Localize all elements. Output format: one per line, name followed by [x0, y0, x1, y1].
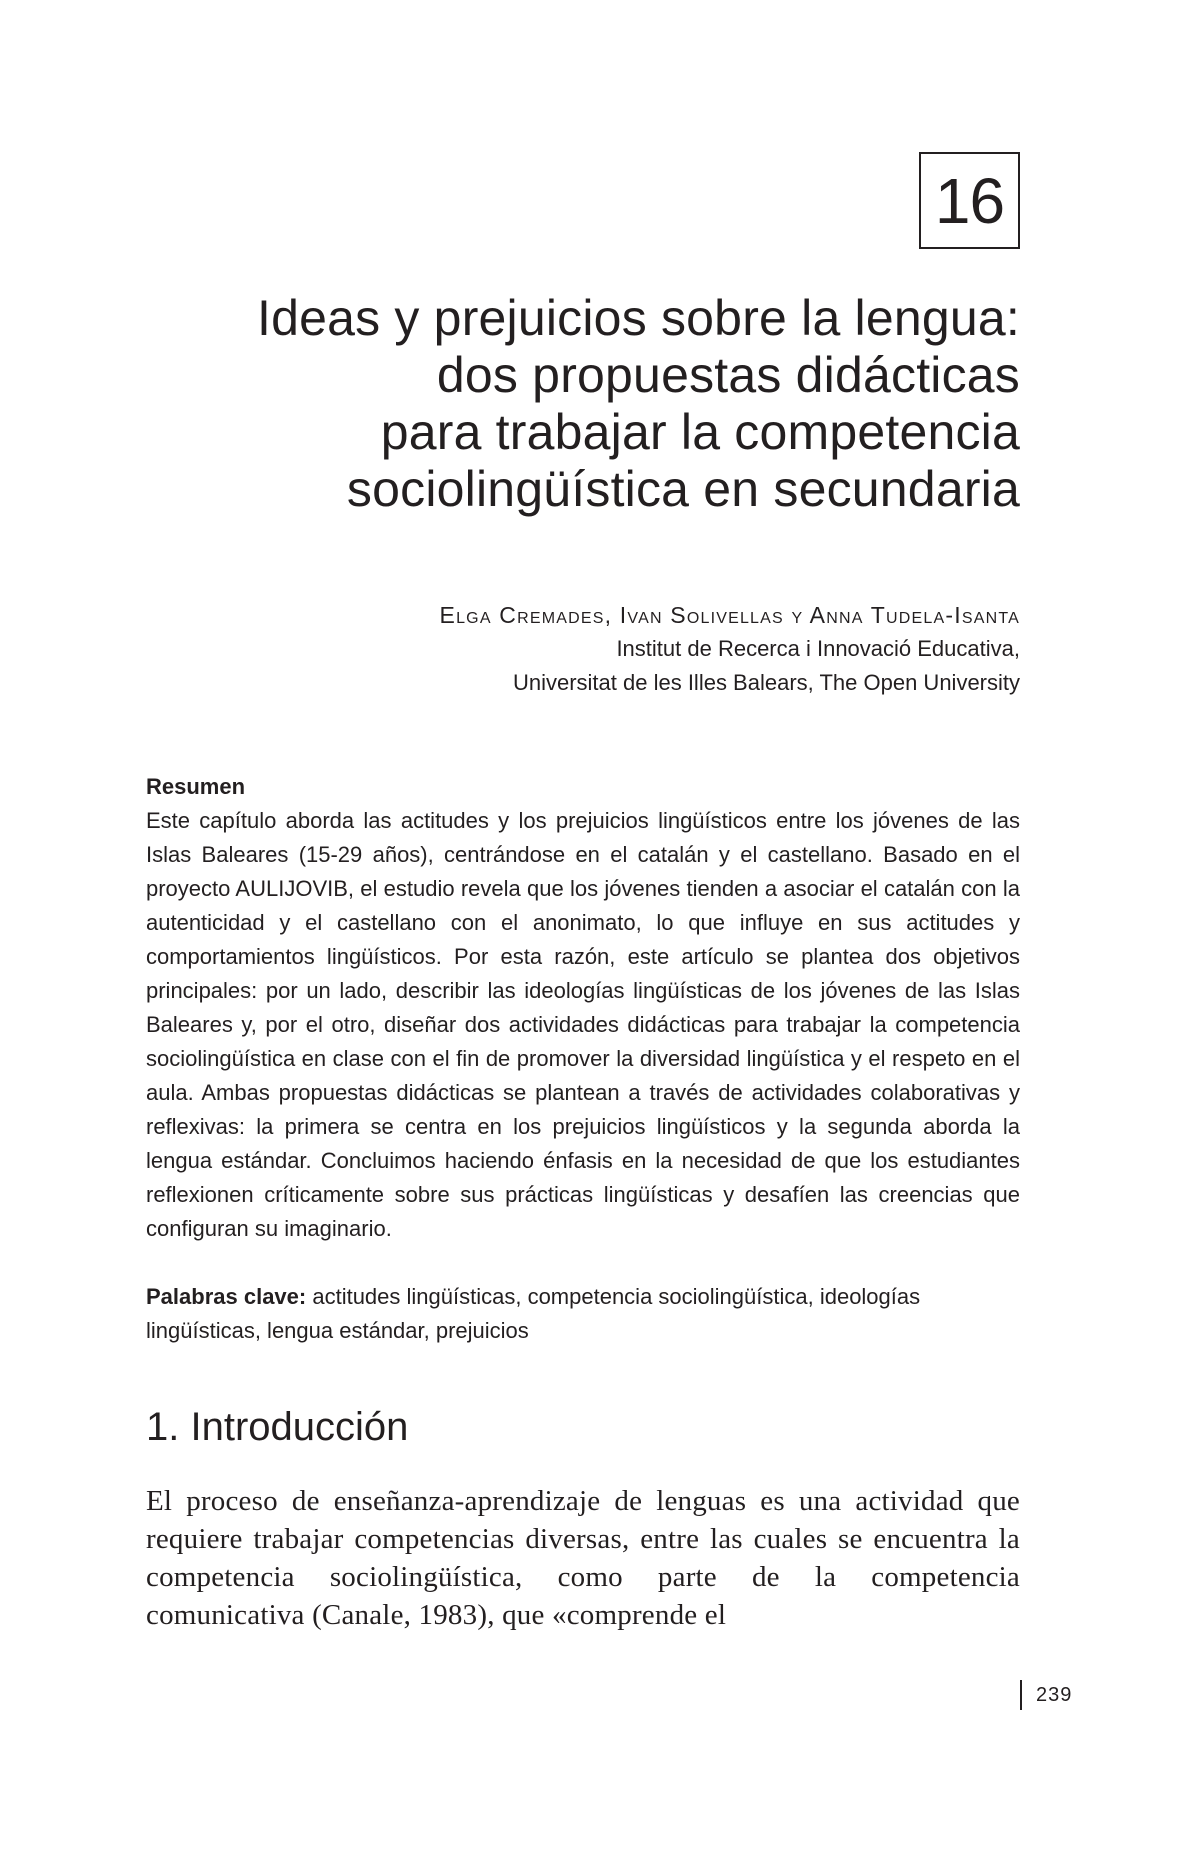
page-footer: [1020, 1680, 1072, 1710]
folio-divider: [1020, 1680, 1022, 1710]
page-number: 239: [1036, 1683, 1073, 1706]
keywords-paragraph: [146, 1280, 1020, 1348]
chapter-title: [120, 290, 1020, 518]
title-line: dos propuestas didácticas: [436, 347, 1020, 403]
keywords-label: Palabras clave:: [146, 1284, 307, 1309]
abstract-heading: Resumen: [146, 774, 246, 799]
title-line: Ideas y prejuicios sobre la lengua:: [256, 290, 1020, 346]
section-heading: 1. Introducción: [146, 1405, 409, 1449]
abstract-section: [146, 770, 1020, 1246]
abstract-text: Este capítulo aborda las actitudes y los prejuicios lingüísticos entre los jóvenes de las Islas Baleares (15-29 años), centrándose en el catalán y el castellano. Basado en el proyecto AULIJOVIB, el estudio revela que los jóvenes tienden a asociar el catalán con la autenticidad y el castellano con el anonimato, lo que influye en sus actitudes y comportamientos lingüísticos. Por esta razón, este artículo se plantea dos objetivos principales: por un lado, describir las ideologías lingüísticas de los jóvenes de las Islas Baleares y, por el otro, diseñar dos actividades didácticas para trabajar la competencia sociolingüística en clase con el fin de promover la diversidad lingüística y el respeto en el aula. Ambas propuestas didácticas se plantean a través de actividades colaborativas y reflexivas: la primera se centra en los prejuicios lingüísticos y la segunda aborda la lengua estándar. Concluimos haciendo énfasis en la necesidad de que los estudiantes reflexionen críticamente sobre sus prácticas lingüísticas y desafíen las creencias que configuran su imaginario.: [146, 808, 1020, 1241]
body-paragraph: El proceso de enseñanza-aprendizaje de lenguas es una actividad que requiere trabajar competencias diversas, entre las cuales se encuentra la competencia sociolingüística, como parte de la competencia comunicativa (Canale, 1983), que «comprende el: [146, 1485, 1020, 1631]
chapter-number: 16: [934, 164, 1005, 237]
title-line: sociolingüística en secundaria: [346, 461, 1020, 517]
title-line: para trabajar la competencia: [380, 404, 1020, 460]
affiliation-line: Institut de Recerca i Innovació Educativa,: [616, 636, 1020, 661]
keywords-text: actitudes lingüísticas, competencia sociolingüística, ideologías lingüísticas, lengua estándar, prejuicios: [146, 1284, 921, 1343]
author-block: [120, 598, 1020, 700]
chapter-number-box: [919, 152, 1020, 249]
author-names: Elga Cremades, Ivan Solivellas y Anna Tudela-Isanta: [439, 602, 1020, 628]
affiliation-line: Universitat de les Illes Balears, The Open University: [512, 670, 1020, 695]
